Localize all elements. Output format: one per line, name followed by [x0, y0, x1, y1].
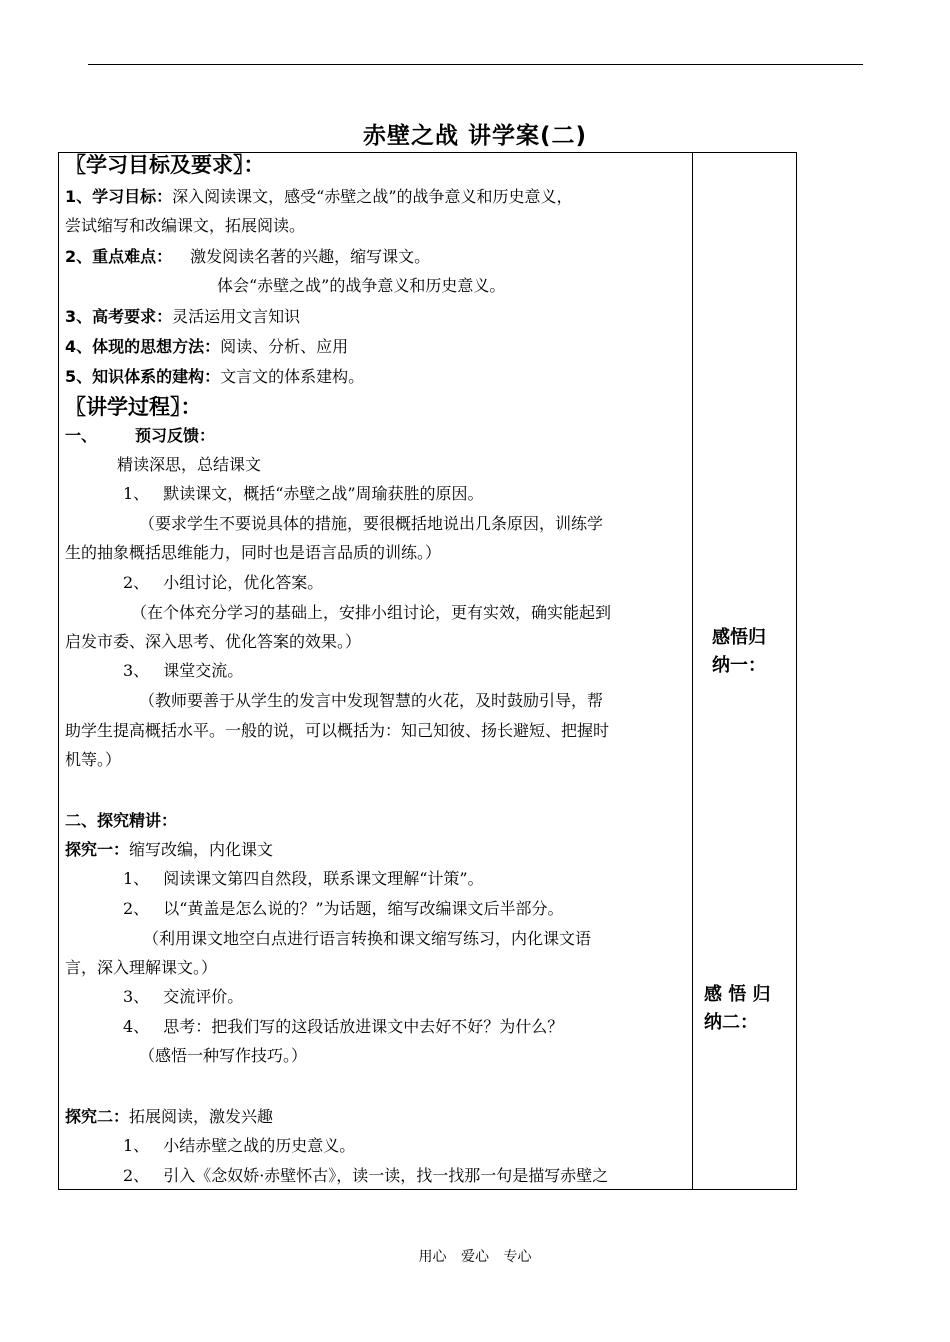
process-heading: 〖讲学过程〗：: [65, 395, 202, 419]
goal-1-label: 1、学习目标：: [65, 187, 173, 206]
explore-1-item-2-note: （利用课文地空白点进行语言转换和课文缩写练习，内化课文语: [143, 929, 592, 948]
item-text: 交流评价。: [163, 987, 244, 1006]
goal-5-text: 文言文的体系建构。: [220, 367, 365, 386]
insight-note-1: [712, 624, 766, 680]
section-2-heading: 二、探究精讲：: [65, 811, 178, 830]
item-number: 2、: [123, 573, 150, 592]
insight-note-2-line-2: 纳二：: [704, 1012, 758, 1033]
item-text: 课堂交流。: [163, 661, 244, 680]
insight-note-2: [704, 981, 771, 1037]
goal-4: [65, 336, 348, 358]
goal-4-label: 4、体现的思想方法：: [65, 337, 221, 356]
insight-note-1-line-2: 纳一：: [712, 655, 766, 676]
item-text: 阅读课文第四自然段，联系课文理解“计策”。: [163, 869, 484, 888]
section-1-item-2: [123, 572, 323, 594]
main-column: [65, 152, 689, 1188]
item-text: 引入《念奴娇·赤壁怀古》，读一读，找一找那一句是描写赤壁之: [163, 1166, 609, 1185]
item-number: 1、: [123, 869, 150, 888]
explore-1: [65, 839, 273, 861]
goal-2-cont: 体会“赤壁之战”的战争意义和历史意义。: [217, 276, 506, 295]
explore-1-item-2-note-cont: 言，深入理解课文。）: [65, 958, 218, 977]
goal-5-label: 5、知识体系的建构：: [65, 367, 221, 386]
explore-1-text: 缩写改编，内化课文: [129, 840, 274, 859]
explore-1-item-3: [123, 986, 243, 1008]
goal-1-cont: 尝试缩写和改编课文，拓展阅读。: [65, 216, 306, 235]
section-1-item-3: [123, 660, 243, 682]
goal-2: [65, 246, 430, 268]
explore-2-text: 拓展阅读，激发兴趣: [129, 1107, 274, 1126]
explore-1-item-1: [123, 868, 484, 890]
explore-2-label: 探究二：: [65, 1107, 130, 1126]
insight-note-1-line-1: 感悟归: [712, 627, 766, 648]
section-1-item-3-note: （教师要善于从学生的发言中发现智慧的火花，及时鼓励引导，帮: [139, 691, 604, 710]
section-1-item-3-note-end: 机等。）: [65, 750, 122, 769]
document-title: 赤壁之战 讲学案(二): [362, 123, 588, 149]
section-1-number: 一、: [65, 426, 98, 445]
section-1-item-3-note-cont: 助学生提高概括水平。一般的说，可以概括为：知己知彼、扬长避短、把握时: [65, 721, 610, 740]
item-text: 思考：把我们写的这段话放进课文中去好不好？为什么？: [163, 1017, 564, 1036]
goal-5: [65, 366, 364, 388]
section-1-item-1-note-cont: 生的抽象概括思维能力，同时也是语言品质的训练。）: [65, 543, 442, 562]
item-text: 默读课文，概括“赤壁之战”周瑜获胜的原因。: [163, 484, 484, 503]
goal-1: [65, 186, 573, 208]
item-number: 3、: [123, 987, 150, 1006]
explore-1-item-2: [123, 898, 564, 920]
goal-1-text: 深入阅读课文，感受“赤壁之战”的战争意义和历史意义，: [172, 187, 573, 206]
section-1-intro: 精读深思，总结课文: [117, 455, 262, 474]
explore-1-label: 探究一：: [65, 840, 130, 859]
goals-heading: 〖学习目标及要求〗：: [65, 153, 265, 177]
goal-3-text: 灵活运用文言知识: [172, 307, 301, 326]
section-1-item-1: [123, 483, 484, 505]
item-number: 1、: [123, 1136, 150, 1155]
column-divider: [692, 152, 693, 1190]
goal-2-label: 2、重点难点：: [65, 247, 173, 266]
item-number: 4、: [123, 1017, 150, 1036]
goal-3: [65, 306, 300, 328]
item-number: 3、: [123, 661, 150, 680]
header-rule: [88, 64, 863, 65]
explore-2-item-1: [123, 1135, 355, 1157]
goal-4-text: 阅读、分析、应用: [220, 337, 349, 356]
item-number: 1、: [123, 484, 150, 503]
goal-2-text: 激发阅读名著的兴趣，缩写课文。: [190, 247, 431, 266]
explore-2: [65, 1106, 273, 1128]
section-1-heading: [65, 425, 215, 447]
explore-1-item-4: [123, 1016, 563, 1038]
item-number: 2、: [123, 899, 150, 918]
item-text: 小结赤壁之战的历史意义。: [163, 1136, 356, 1155]
section-1-item-2-note-cont: 启发市委、深入思考、优化答案的效果。）: [65, 632, 362, 651]
section-1-item-1-note: （要求学生不要说具体的措施，要很概括地说出几条原因，训练学: [139, 514, 604, 533]
section-1-title: 预习反馈：: [135, 426, 216, 445]
item-text: 小组讨论，优化答案。: [163, 573, 324, 592]
section-1-item-2-note: （在个体充分学习的基础上，安排小组讨论，更有实效，确实能起到: [131, 603, 612, 622]
item-text: 以“黄盖是怎么说的？”为话题，缩写改编课文后半部分。: [163, 899, 564, 918]
goal-3-label: 3、高考要求：: [65, 307, 173, 326]
explore-2-item-2: [123, 1165, 608, 1187]
page-footer: 用心 爱心 专心: [418, 1249, 532, 1265]
insight-note-2-line-1: 感 悟 归: [704, 984, 771, 1005]
item-number: 2、: [123, 1166, 150, 1185]
explore-1-item-4-note: （感悟一种写作技巧。）: [139, 1046, 308, 1065]
